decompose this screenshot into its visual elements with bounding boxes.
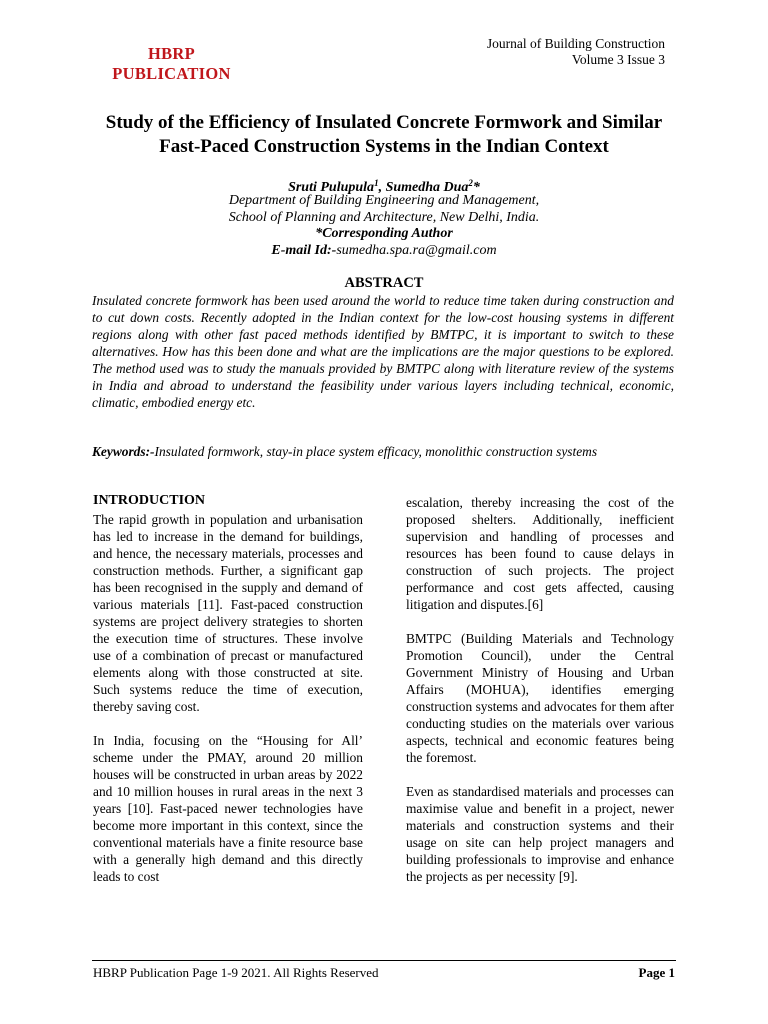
paragraph: The rapid growth in population and urbanisation has led to increase in the demand for buildings, and hence, the necessary materials, processes and construction methods. Further, a significant gap has been recognised in the supply and demand of various materials [11]. Fast-paced construction systems are project delivery strategies to shorten the execution time of structures. These involve use of a combination of precast or manufactured elements along with those constructed at site. Such systems reduce the time of execution, thereby saving cost. xyxy=(93,512,363,714)
email-address[interactable]: sumedha.spa.ra@gmail.com xyxy=(336,243,497,258)
department: Department of Building Engineering and Management, xyxy=(228,193,540,208)
corresponding-mark: * xyxy=(472,180,480,195)
volume-issue: Volume 3 Issue 3 xyxy=(571,52,665,67)
section-heading-introduction: INTRODUCTION xyxy=(93,493,206,508)
paragraph: In India, focusing on the “Housing for All’ scheme under the PMAY, around 20 million houses will be constructed in urban areas by 2022 and 10 million houses in rural areas in the next 3 years [10]. Fast-paced newer technologies have become more important in this context, since the conventional materials have a finite resource base with a generally high demand and this directly leads to cost xyxy=(93,733,363,884)
corresponding-author: *Corresponding Author xyxy=(315,226,453,241)
page-number: Page 1 xyxy=(638,965,675,980)
footer-rule xyxy=(92,960,676,961)
keywords xyxy=(92,444,674,461)
author-1-affiliation: 1 xyxy=(374,178,379,188)
logo-line-2: PUBLICATION xyxy=(112,64,231,83)
left-column xyxy=(93,492,363,902)
author-2: Sumedha Dua xyxy=(385,180,469,195)
author-separator: , xyxy=(378,180,386,195)
paragraph: escalation, thereby increasing the cost of the proposed shelters. Additionally, inefficient supervision and handling of processes and resources has been found to cause delays in construction of such projects. The project performance and cost gets affected, causing litigation and disputes.[6] xyxy=(406,495,674,612)
footer-copyright: HBRP Publication Page 1-9 2021. All Rights Reserved xyxy=(93,965,379,980)
keywords-label: Keywords:- xyxy=(92,444,155,459)
email-line xyxy=(90,242,678,260)
right-column xyxy=(406,494,674,902)
journal-name: Journal of Building Construction xyxy=(486,36,665,51)
publisher-logo xyxy=(104,44,239,84)
author-2-affiliation: 2 xyxy=(468,178,473,188)
school: School of Planning and Architecture, New Delhi, India. xyxy=(228,210,540,225)
email-label: E-mail Id:- xyxy=(271,243,337,258)
paper-title: Study of the Efficiency of Insulated Concrete Formwork and Similar Fast-Paced Construction Systems in the Indian Context xyxy=(105,112,663,157)
author-1: Sruti Pulupula xyxy=(288,180,375,195)
keywords-text: Insulated formwork, stay-in place system efficacy, monolithic construction systems xyxy=(154,444,598,459)
abstract-text: Insulated concrete formwork has been used around the world to reduce time taken during construction and to cut down costs. Recently adopted in the Indian context for the low-cost housing systems in different regions along with other fast paced methods identified by BMTPC, it is important to switch to these alternatives. How has this been done and what are the implications are the major questions to be explored. The method used was to study the manuals provided by BMTPC along with literature review of the systems in India and abroad to understand the feasibility under various layers including technical, economic, climatic, embodied energy etc. xyxy=(92,293,674,410)
logo-line-1: HBRP xyxy=(147,44,196,63)
abstract-heading: ABSTRACT xyxy=(344,275,424,291)
journal-info xyxy=(487,36,665,68)
paragraph: Even as standardised materials and processes can maximise value and benefit in a project, newer materials and construction systems and their usage on site can help project managers and building professionals to improvise and enhance the projects as per necessity [9]. xyxy=(406,784,674,884)
paragraph: BMTPC (Building Materials and Technology Promotion Council), under the Central Government Ministry of Housing and Urban Affairs (MOHUA), identifies emerging construction systems and advocates for them after conducting studies on the materials over various aspects, technical and economic features being the foremost. xyxy=(406,631,674,765)
